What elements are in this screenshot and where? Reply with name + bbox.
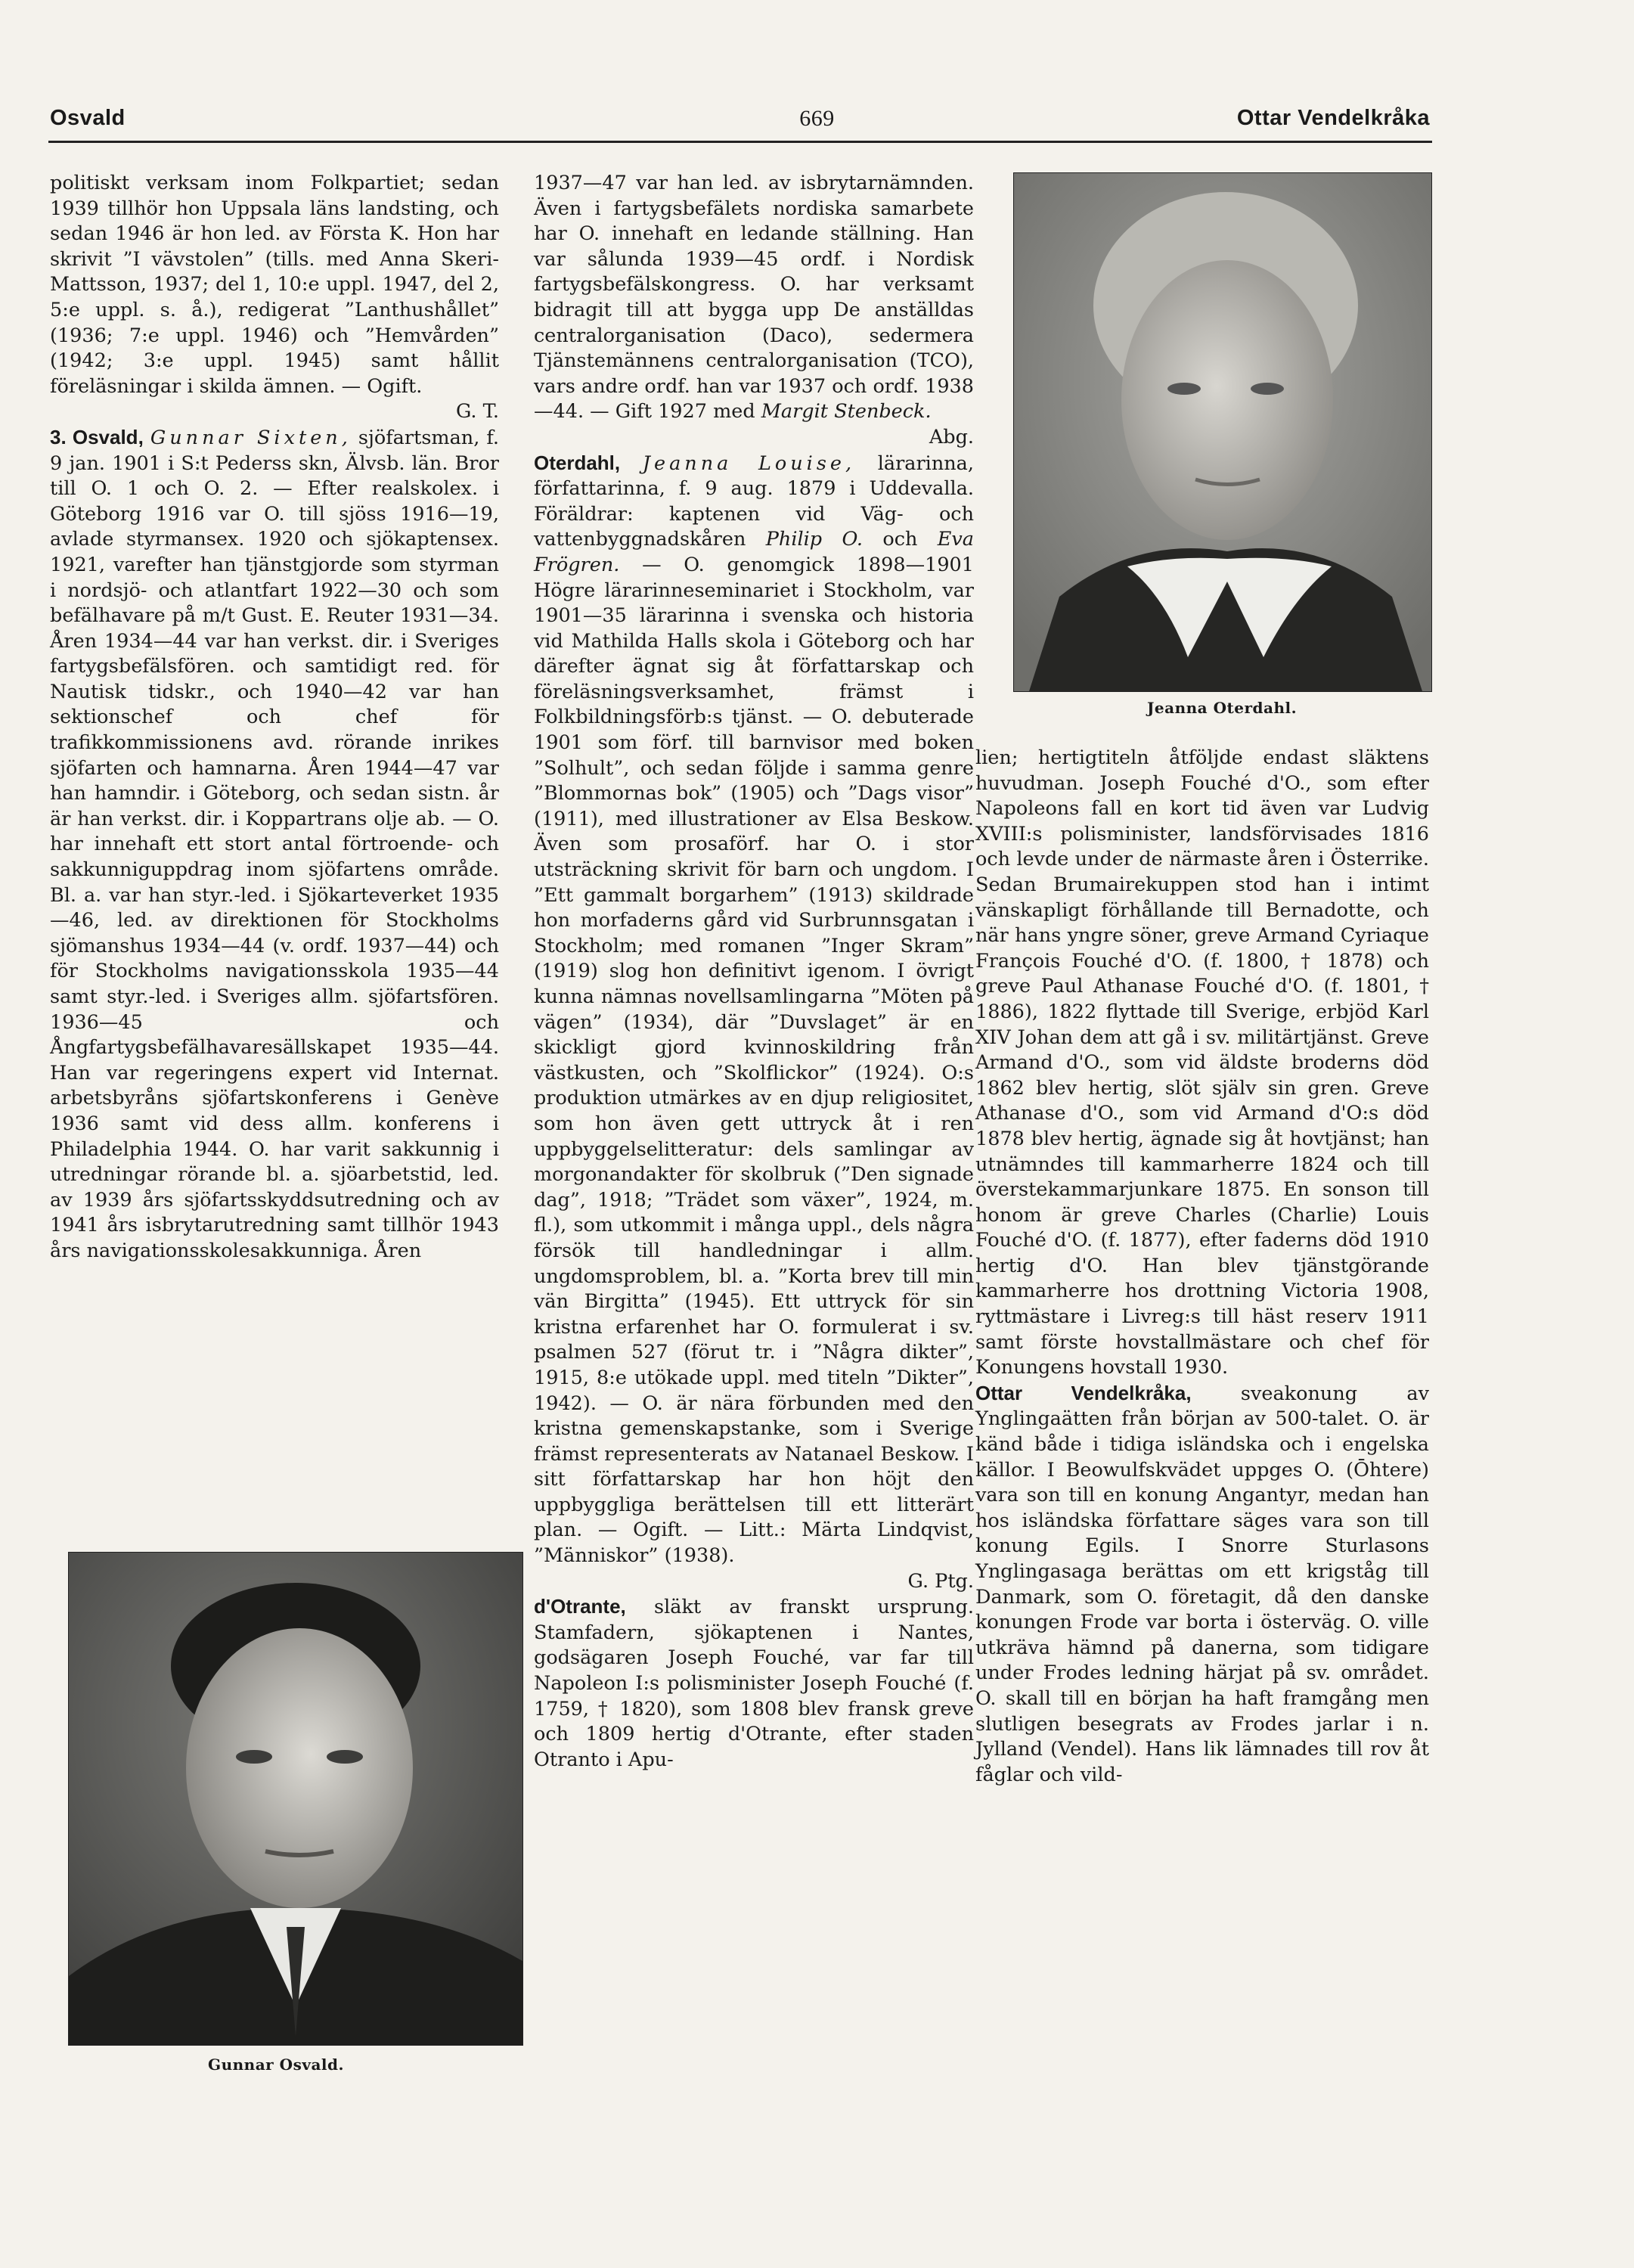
entry-text: politiskt verksam inom Folkpartiet; sedan 1939 tillhör hon Uppsala läns landsting, och sedan 1946 är hon led. av Första K. Hon har skrivit ”I vävstolen” (tills. med Anna Skeri-Mattsson, 1937; del 1, 10:e uppl. 1947, del 2, 5:e uppl. s. å.), redigerat ”Lanthushållet” (1936; 7:e uppl. 1946) och ”Hemvården” (1942; 3:e uppl. 1945) samt hållit föreläsningar i skilda ämnen. — Ogift. — [50, 172, 499, 398]
entry-dotrante-cont — [975, 746, 1429, 1381]
entry-dotrante — [534, 1594, 974, 1773]
entry-text: 1937—47 var han led. av isbrytarnämnden. Även i fartygsbefälets nordiska samarbete har O. innehaft en ledande ställning. Han var sålunda 1939—45 ordf. i Nordisk fartygsbefälskongress. O. har verksamt bidragit till att bygga upp De anställdas centralorganisation (Daco), sedermera Tjänstemännens centralorganisation (TCO), vars andre ordf. han var 1937 och ordf. 1938—44. — Gift 1927 med — [534, 172, 974, 424]
entry-headword: 3. Osvald, — [50, 425, 144, 448]
column-3 — [975, 746, 1429, 1788]
photo-caption: Gunnar Osvald. — [208, 2055, 344, 2074]
entry-headword: d'Otrante, — [534, 1595, 626, 1618]
column-2 — [534, 171, 974, 1773]
header-rule — [48, 141, 1432, 143]
portrait-photo-gunnar-osvald — [68, 1552, 523, 2046]
entry-text-and: och — [882, 528, 918, 551]
entry-text: sveakonung av Ynglingaätten från början av 500-talet. O. är känd både i tidiga isländska och i engelska källor. I Beowulfskvädet uppges O. (Ōhtere) vara son till en konung Angantyr, medan han hos isländska författare säges vara son till konung Egils. I Snorre Sturlasons Ynglingasaga berättas om ett krigståg till Danmark, som O. företagit, då den danske konungen Frode var borta i österväg. O. ville utkräva hämnd på danerna, som tidigare under Frodes ledning härjat på sv. området. O. skall till en början ha haft framgång men slutligen besegrats av Frodes jarlar i n. Jylland (Vendel). Hans lik lämnades till rov åt fåglar och vild- — [975, 1382, 1430, 1786]
running-head-right: Ottar Vendelkråka — [1236, 106, 1430, 130]
page-number: 669 — [799, 106, 835, 131]
entry-text: lärarinna, författarinna, f. 9 aug. 1879 i Uddevalla. Föräldrar: kaptenen vid Väg- och vattenbyggnadskåren — [534, 451, 974, 551]
mother-name: Eva Frögren. — [534, 528, 975, 576]
father-name: Philip O. — [765, 528, 863, 551]
entry-ottar-vendelkraka — [975, 1381, 1429, 1789]
column-1 — [50, 171, 499, 1264]
running-head-left: Osvald — [50, 106, 126, 130]
entry-headword: Ottar Vendelkråka, — [975, 1381, 1192, 1404]
entry-osvald-3-end — [534, 171, 974, 448]
entry-given-names: Gunnar Sixten, — [150, 426, 352, 449]
portrait-photo-jeanna-oterdahl — [1013, 172, 1432, 692]
entry-headword: Oterdahl, — [534, 451, 621, 474]
photo-caption: Jeanna Oterdahl. — [1146, 699, 1298, 717]
entry-given-names: Jeanna Louise, — [642, 451, 856, 475]
entry-text: släkt av franskt ursprung. Stamfadern, sjökaptenen i Nantes, godsägaren Joseph Fouché, var far till Napoleon I:s polisminister Joseph Fouché (f. 1759, † 1820), som 1808 blev fransk greve och 1809 hertig d'Otrante, efter staden Otranto i Apu- — [534, 1596, 974, 1771]
author-signature: G. Ptg. — [907, 1569, 974, 1593]
entry-osvald-2-end — [50, 171, 499, 425]
entry-text: sjöfartsman, f. 9 jan. 1901 i S:t Pederss skn, Älvsb. län. Bror till O. 1 och O. 2. — Efter realskolex. i Göteborg 1916 var O. till sjöss 1916—19, avlade styrmansex. 1920 och sjökaptensex. 1921, varefter han tjänstgjorde som styrman i nordsjö- och atlantfart 1922—30 och som befälhavare på m/t Gust. E. Reuter 1931—34. Åren 1934—44 var han verkst. dir. i Sveriges fartygsbefälsfören. och samtidigt red. för Nautisk tidskr., och 1940—42 var han sektionschef och chef för trafikkommissionens avd. rörande inrikes sjöfarten och hamnarna. Åren 1944—47 var han hamndir. i Göteborg, och sedan sistn. år är han verkst. dir. i Koppartrans olje ab. — O. har innehaft ett stort antal förtroende- och sakkunniguppdrag inom sjöfartens område. Bl. a. var han styr.-led. i Sjökarteverket 1935—46, led. av direktionen för Stockholms sjömanshus 1934—44 (v. ordf. 1937—44) och för Stockholms navigationsskola 1935—44 samt styr.-led. i Sveriges allm. sjöfartsfören. 1936—45 och Ångfartygsbefälhavaresällskapet 1935—44. Han var regeringens expert vid Internat. arbetsbyråns sjöfartskonferens i Genève 1936 samt vid dess allm. konferens i Philadelphia 1944. O. har varit sakkunnig i utredningar rörande bl. a. sjöarbetstid, led. av 1939 års sjöfartsskyddsutredning och av 1941 års isbrytarutredning samt tillhör 1943 års navigationsskolesakkunniga. Åren — [50, 426, 500, 1262]
author-signature: Abg. — [929, 425, 974, 448]
spouse-name: Margit Stenbeck. — [761, 400, 932, 424]
entry-text: lien; hertigtiteln åtföljde endast släktens huvudman. Joseph Fouché d'O., som efter Napoleons fall en kort tid även var Ludvig XVIII:s polisminister, landsförvisades 1816 och levde under de närmaste åren i Österrike. Sedan Brumairekuppen stod han i intimt vänskapligt förhållande till Bernadotte, och när hans yngre söner, greve Armand Cyriaque François Fouché d'O. (f. 1800, † 1878) och greve Paul Athanase Fouché d'O. (f. 1801, † 1886), 1822 flyttade till Sverige, erbjöd Karl XIV Johan dem att gå i sv. militärtjänst. Greve Armand d'O., som vid äldste broderns död 1862 blev hertig, slöt själv sin gren. Greve Athanase d'O., som vid Armand d'O:s död 1878 blev hertig, ägnade sig åt hovtjänst; han utnämndes till kammarherre 1824 och till överstekammarjunkare 1875. En sonson till honom är greve Charles (Charlie) Louis Fouché d'O. (f. 1877), efter faderns död 1910 hertig d'O. Han blev tjänstgörande kammarherre hos drottning Victoria 1908, ryttmästare i Livreg:s till häst reserv 1911 samt förste hovstallmästare och chef för Konungens hovstall 1930. — [975, 746, 1429, 1379]
entry-gunnar-osvald — [50, 425, 499, 1264]
entry-oterdahl — [534, 451, 974, 1595]
author-signature: G. T. — [455, 400, 499, 424]
entry-text: — O. genomgick 1898—1901 Högre lärarinneseminariet i Stockholm, var 1901—35 lärarinna i svenska och historia vid Mathilda Halls skola i Göteborg och har därefter ägnat sig åt författarskap och föreläsningsverksamhet, främst i Folkbildningsförb:s tjänst. — O. debuterade 1901 som förf. till barnvisor med boken ”Solhult”, och sedan följde i samma genre ”Blommornas bok” (1905) och ”Dags visor” (1911), med illustrationer av Elsa Beskow. Även som prosaförf. har O. i stor utsträckning skrivit för barn och ungdom. I ”Ett gammalt borgarhem” (1913) skildrade hon morfaderns gård vid Surbrunnsgatan i Stockholm; med romanen ”Inger Skram” (1919) slog hon definitivt igenom. I övrigt kunna nämnas novellsamlingarna ”Möten på vägen” (1934), där ”Duvslaget” är en skickligt gjord kvinnoskildring från västkusten, och ”Skolflickor” (1924). O:s produktion utmärkes av en djup religiositet, som hon även gett uttryck åt i ren uppbyggelselitteratur: dels samlingar av morgonandakter för skolbruk (”Den signade dag”, 1918; ”Trädet som växer”, 1924, m. fl.), som utkommit i många uppl., dels några försök till handledningar i allm. ungdomsproblem, bl. a. ”Korta brev till min vän Birgitta” (1945). Ett uttryck för sin kristna erfarenhet har O. formulerat i sv. psalmen 527 (förut tr. i ”Några dikter”, 1915, 8:e utökade uppl. med titeln ”Dikter”, 1942). — O. är nära förbunden med den kristna gemenskapstanke, som i Sverige främst representerats av Natanael Beskow. I sitt författarskap har hon höjt den uppbyggliga berättelsen till ett litterärt plan. — Ogift. — Litt.: Märta Lindqvist, ”Människor” (1938). — [534, 553, 974, 1568]
